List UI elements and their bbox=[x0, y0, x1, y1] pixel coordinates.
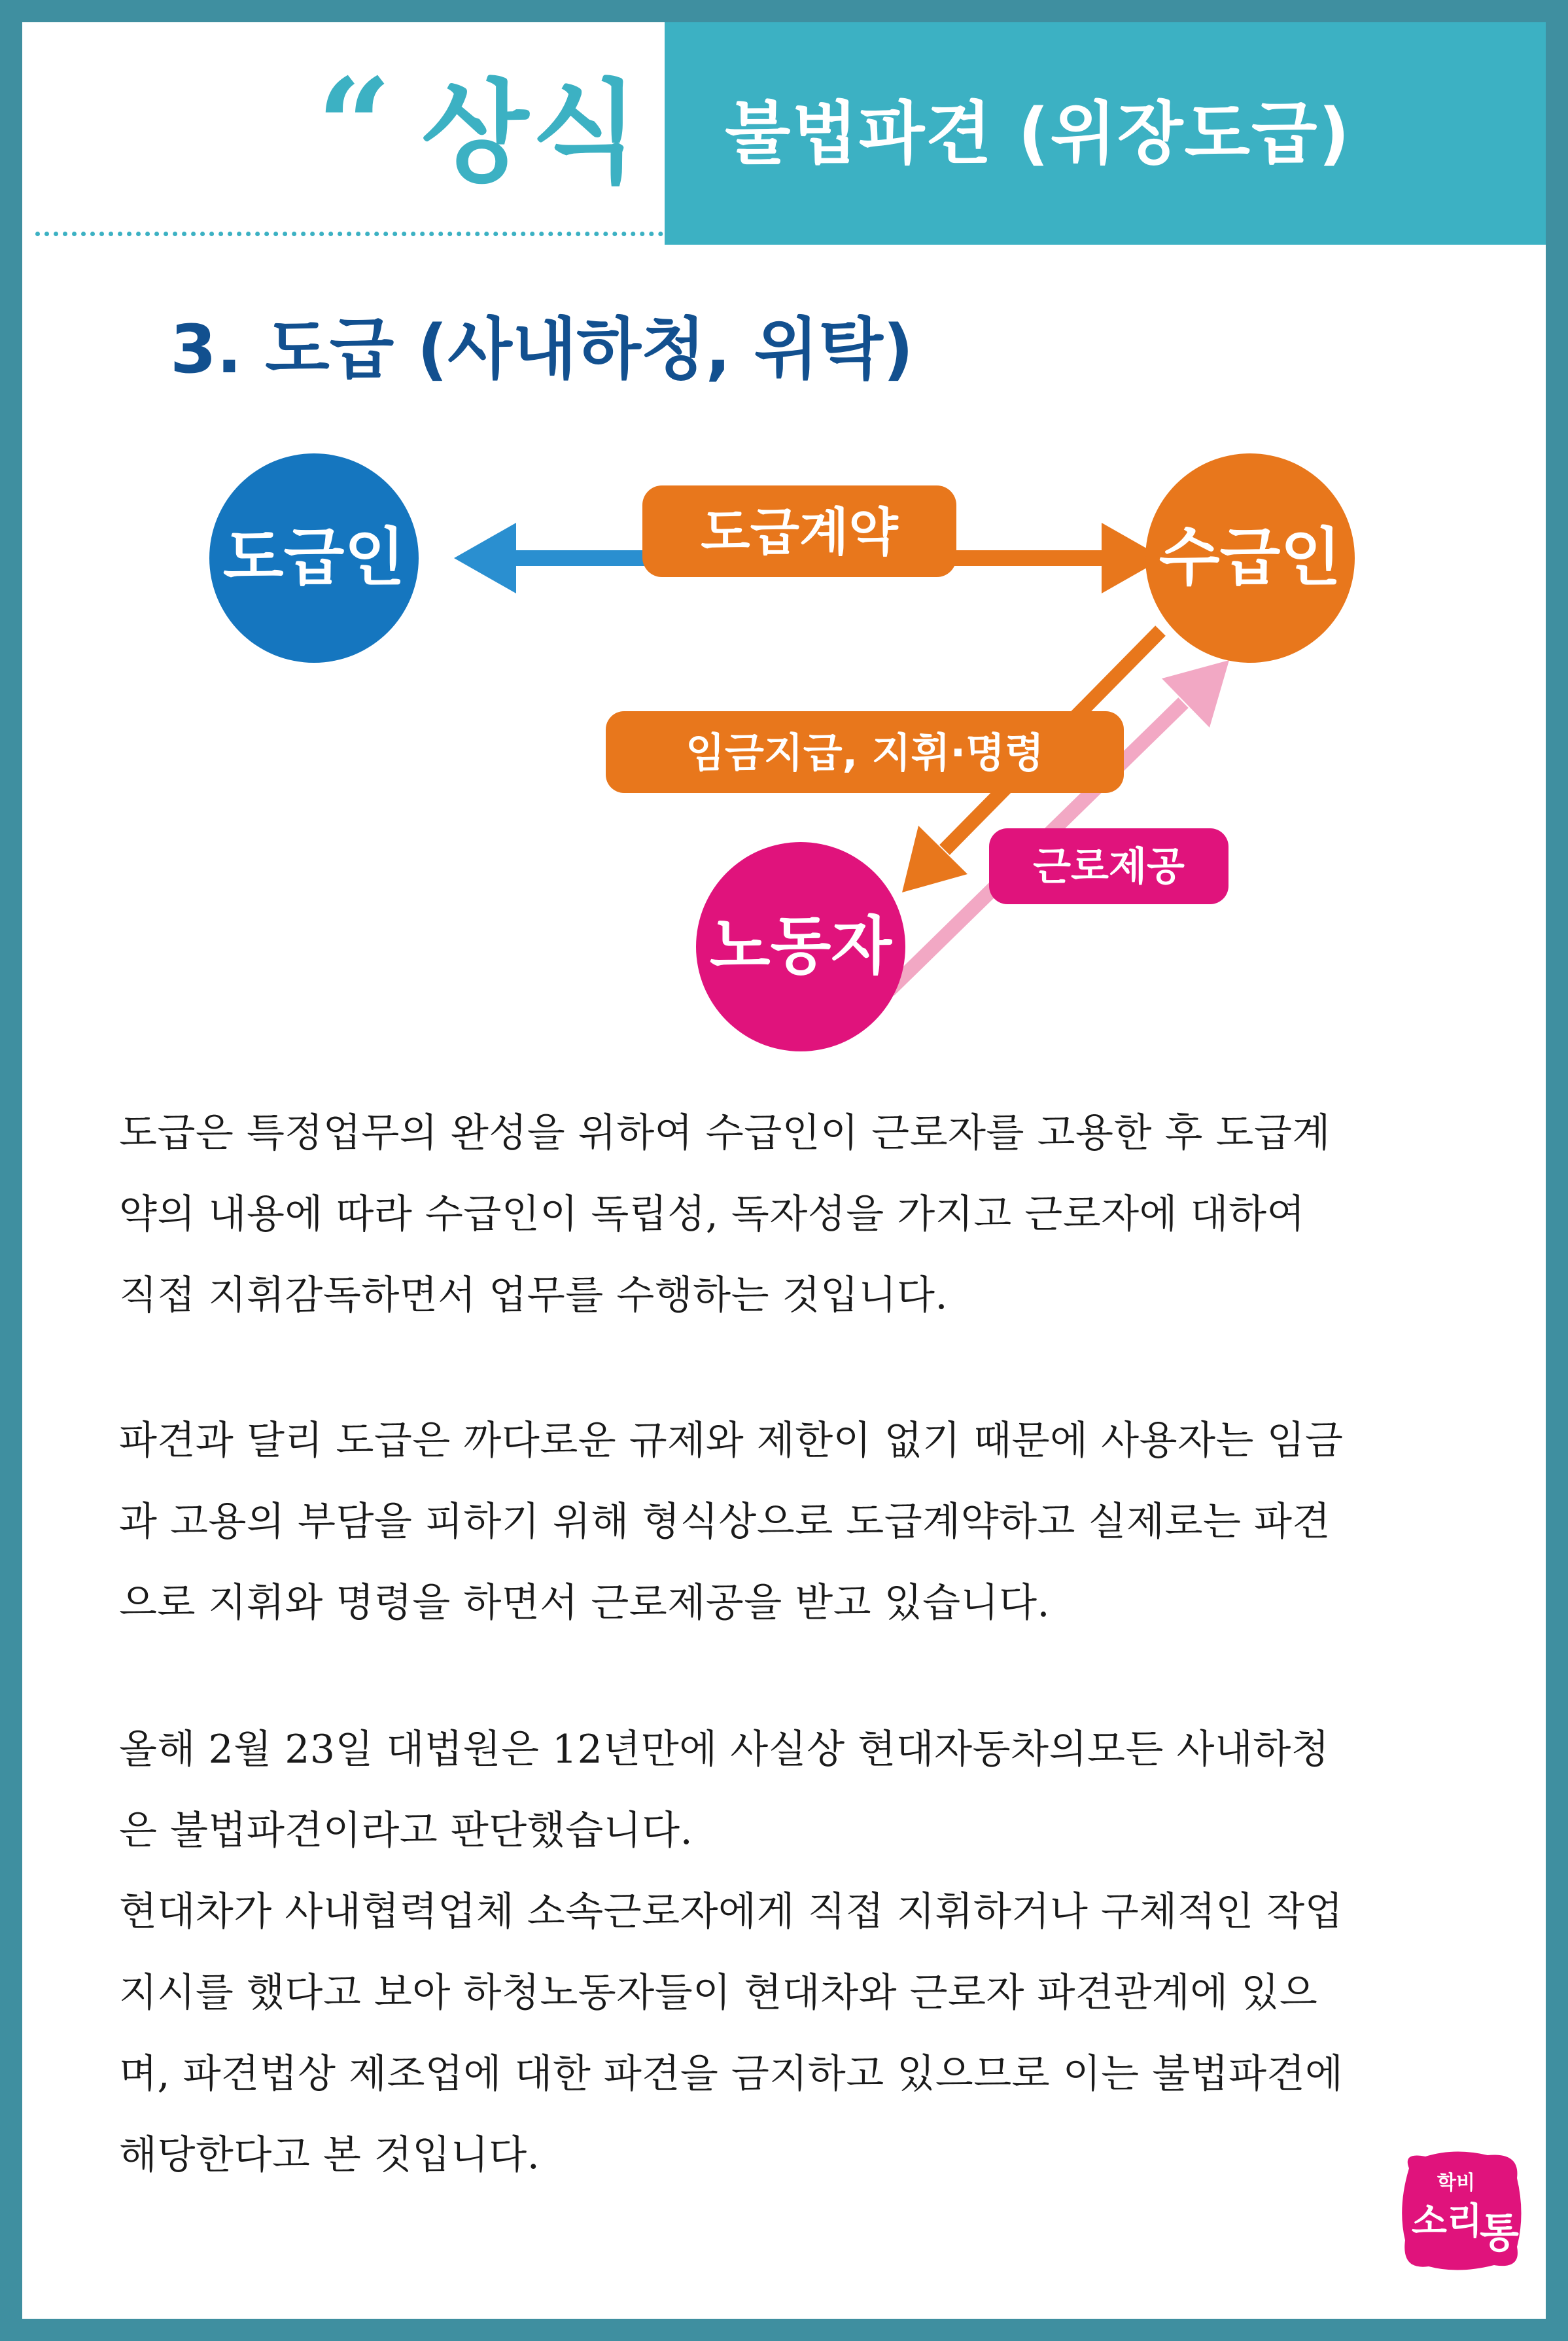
paragraph-disguised-contract: 파견과 달리 도급은 까다로운 규제와 제한이 없기 때문에 사용자는 임금 과 고용의 부담을 피하기 위해 형식상으로 도급계약하고 실제로는 파견 으로 지휘와 명령을 하면서 근로제공을 받고 있습니다. bbox=[119, 1418, 1344, 1626]
logo-graphic bbox=[1396, 2149, 1527, 2273]
contract-arrow-left-head bbox=[454, 523, 516, 593]
category-label: 상식 bbox=[421, 69, 642, 198]
info-card bbox=[22, 22, 1546, 2319]
logo-text-3: 통 bbox=[1480, 2209, 1519, 2257]
command-label: 임금지급, 지휘·명령 bbox=[686, 729, 1044, 777]
subcontractor-label: 수급인 bbox=[1159, 521, 1342, 594]
logo-text-1: 학비 bbox=[1437, 2172, 1475, 2194]
contract-label: 도급계약 bbox=[701, 503, 898, 562]
labor-label: 근로제공 bbox=[1033, 844, 1185, 890]
union-logo bbox=[1396, 2149, 1527, 2273]
quote-mark: “ bbox=[317, 50, 392, 203]
contractor-label: 도급인 bbox=[222, 521, 406, 594]
section-title: 3. 도급 (사내하청, 위탁) bbox=[170, 311, 914, 389]
logo-text-2: 소리 bbox=[1411, 2200, 1483, 2243]
header-title: 불법파견 (위장도급) bbox=[725, 94, 1351, 173]
paragraph-definition: 도급은 특정업무의 완성을 위하여 수급인이 근로자를 고용한 후 도급계 약의 내용에 따라 수급인이 독립성, 독자성을 가지고 근로자에 대하여 직접 지휘감독하면서 업무를 수행하는 것입니다. bbox=[119, 1110, 1331, 1318]
paragraph-court-ruling: 올해 2월 23일 대법원은 12년만에 사실상 현대자동차의모든 사내하청 은 불법파견이라고 판단했습니다. 현대차가 사내협력업체 소속근로자에게 직접 지휘하거나 구체적인 작업 지시를 했다고 보아 하청노동자들이 현대차와 근로자 파견관계에 있으 며, 파견법상 제조업에 대한 파견을 금지하고 있으므로 이는 불법파견에 해당한다고 본 것입니다. bbox=[119, 1727, 1344, 2178]
worker-label: 노동자 bbox=[709, 909, 892, 983]
